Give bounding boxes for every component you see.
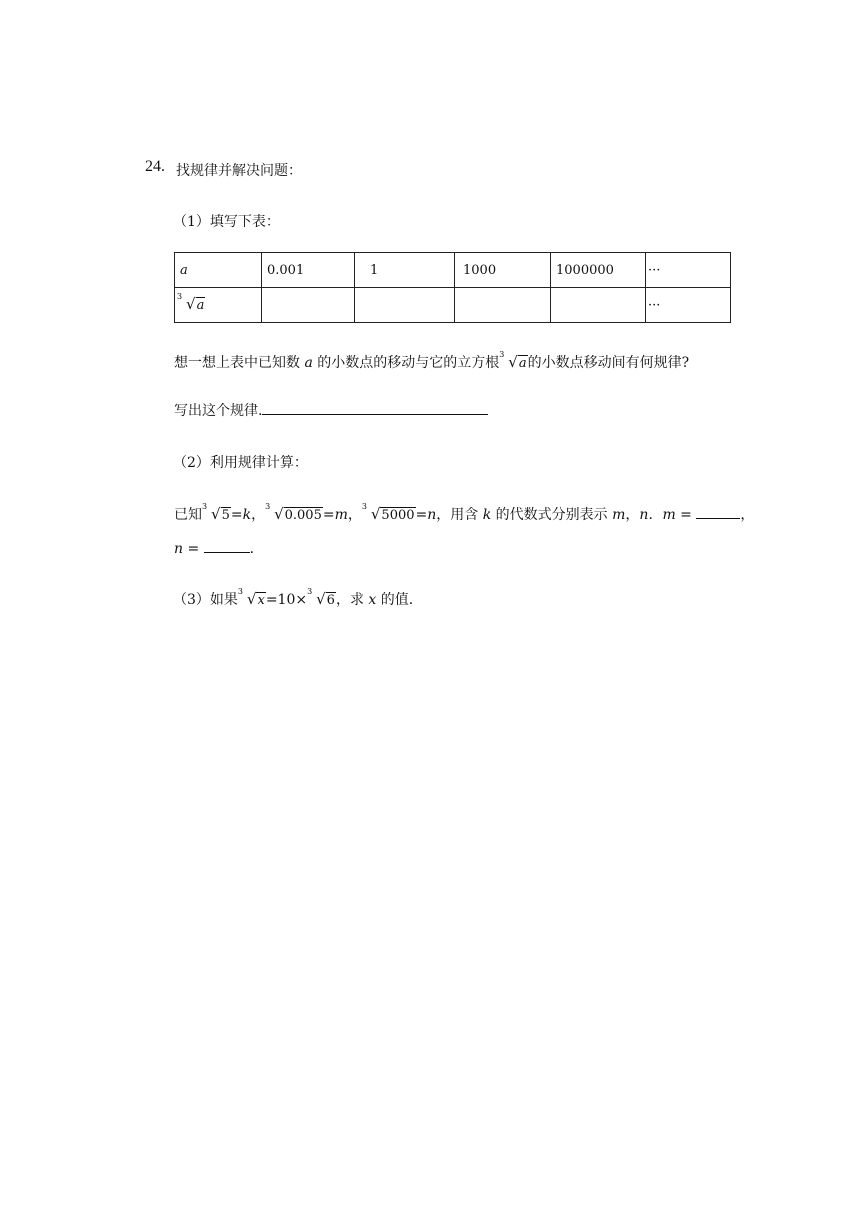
equals-ten-times: =10× — [265, 592, 308, 608]
table-cell[interactable] — [355, 288, 455, 323]
root-index: 3 — [202, 502, 208, 511]
cube-root — [202, 502, 231, 523]
think-mid: 的小数点的移动与它的立方根 — [317, 355, 500, 371]
n-answer-blank[interactable] — [204, 538, 250, 553]
radicand: 0.005 — [284, 508, 322, 523]
table-row — [175, 288, 731, 323]
root-index: 3 — [361, 502, 367, 511]
think-prefix: 想一想上表中已知数 — [174, 355, 300, 371]
period: . — [249, 541, 255, 557]
radical-sign: √ — [508, 353, 518, 371]
radicand: a — [196, 298, 205, 313]
root-index: 3 — [499, 350, 505, 359]
n-equals: n = — [174, 541, 200, 557]
table-cell — [175, 288, 262, 323]
value-table — [174, 252, 731, 323]
root-index: 3 — [265, 502, 271, 511]
write-prefix: 写出这个规律. — [174, 403, 263, 419]
equals-sign: = — [230, 507, 243, 523]
part3-var-x: x — [368, 592, 377, 608]
root-index: 3 — [307, 587, 313, 596]
tail-text: ，用含 — [436, 507, 479, 523]
equals-sign: = — [322, 507, 335, 523]
part1-label: （1）填写下表： — [173, 214, 280, 230]
equals-sign: = — [415, 507, 428, 523]
table-cell: 1000000 — [551, 253, 646, 288]
part2-label: （2）利用规律计算： — [173, 455, 308, 471]
question-number: 24. — [145, 158, 165, 175]
cube-root — [265, 502, 323, 523]
table-cell: 1000 — [455, 253, 551, 288]
cube-root — [307, 587, 336, 608]
cube-root — [499, 350, 527, 371]
think-var: a — [304, 355, 313, 371]
tail-m: m — [612, 507, 626, 523]
m-answer-blank[interactable] — [696, 504, 740, 519]
given-prefix: 已知 — [174, 507, 202, 523]
radicand: x — [257, 593, 265, 608]
radical-sign: √ — [316, 590, 326, 608]
radicand: 5 — [221, 508, 230, 523]
radicand: 6 — [326, 593, 335, 608]
table-cell: 1 — [355, 253, 455, 288]
radical-sign: √ — [211, 505, 221, 523]
root-index: 3 — [177, 292, 183, 301]
question-title: 找规律并解决问题： — [176, 163, 302, 179]
comma: ， — [740, 507, 755, 523]
root-index: 3 — [237, 587, 244, 596]
table-cell: ··· — [646, 253, 731, 288]
tail-k: k — [482, 507, 492, 523]
given-equations — [174, 504, 754, 524]
cube-root — [177, 292, 205, 313]
radicand: a — [518, 356, 527, 371]
cube-root — [237, 587, 266, 608]
radical-sign: √ — [370, 505, 381, 523]
part3-question — [173, 589, 413, 609]
cube-root — [361, 502, 416, 523]
think-suffix: 的小数点移动间有何规律? — [527, 355, 690, 371]
table-cell[interactable] — [455, 288, 551, 323]
tail-sep: ， — [625, 507, 640, 523]
table-cell[interactable] — [551, 288, 646, 323]
table-cell: ··· — [646, 288, 731, 323]
var-m: m — [334, 507, 348, 523]
table-row — [175, 253, 731, 288]
table-cell[interactable] — [262, 288, 355, 323]
part3-suffix-post: 的值. — [380, 592, 414, 608]
m-equals: m = — [662, 507, 692, 523]
tail-n: n — [639, 507, 649, 523]
comma: ， — [347, 507, 362, 523]
n-answer-line — [174, 538, 254, 557]
table-cell: 0.001 — [262, 253, 355, 288]
comma: ， — [251, 507, 266, 523]
answer-blank[interactable] — [262, 400, 488, 415]
var-n: n — [427, 507, 437, 523]
radical-sign: √ — [186, 295, 196, 313]
radicand: 5000 — [381, 508, 415, 523]
period: ． — [648, 507, 663, 523]
part3-prefix: （3）如果 — [173, 592, 238, 608]
table-cell: a — [175, 253, 262, 288]
tail-text2: 的代数式分别表示 — [495, 507, 608, 523]
think-question — [174, 352, 689, 372]
radical-sign: √ — [246, 590, 257, 608]
write-rule-line — [174, 400, 488, 420]
part3-suffix-pre: ，求 — [335, 592, 364, 608]
var-k: k — [242, 507, 252, 523]
radical-sign: √ — [274, 505, 284, 523]
